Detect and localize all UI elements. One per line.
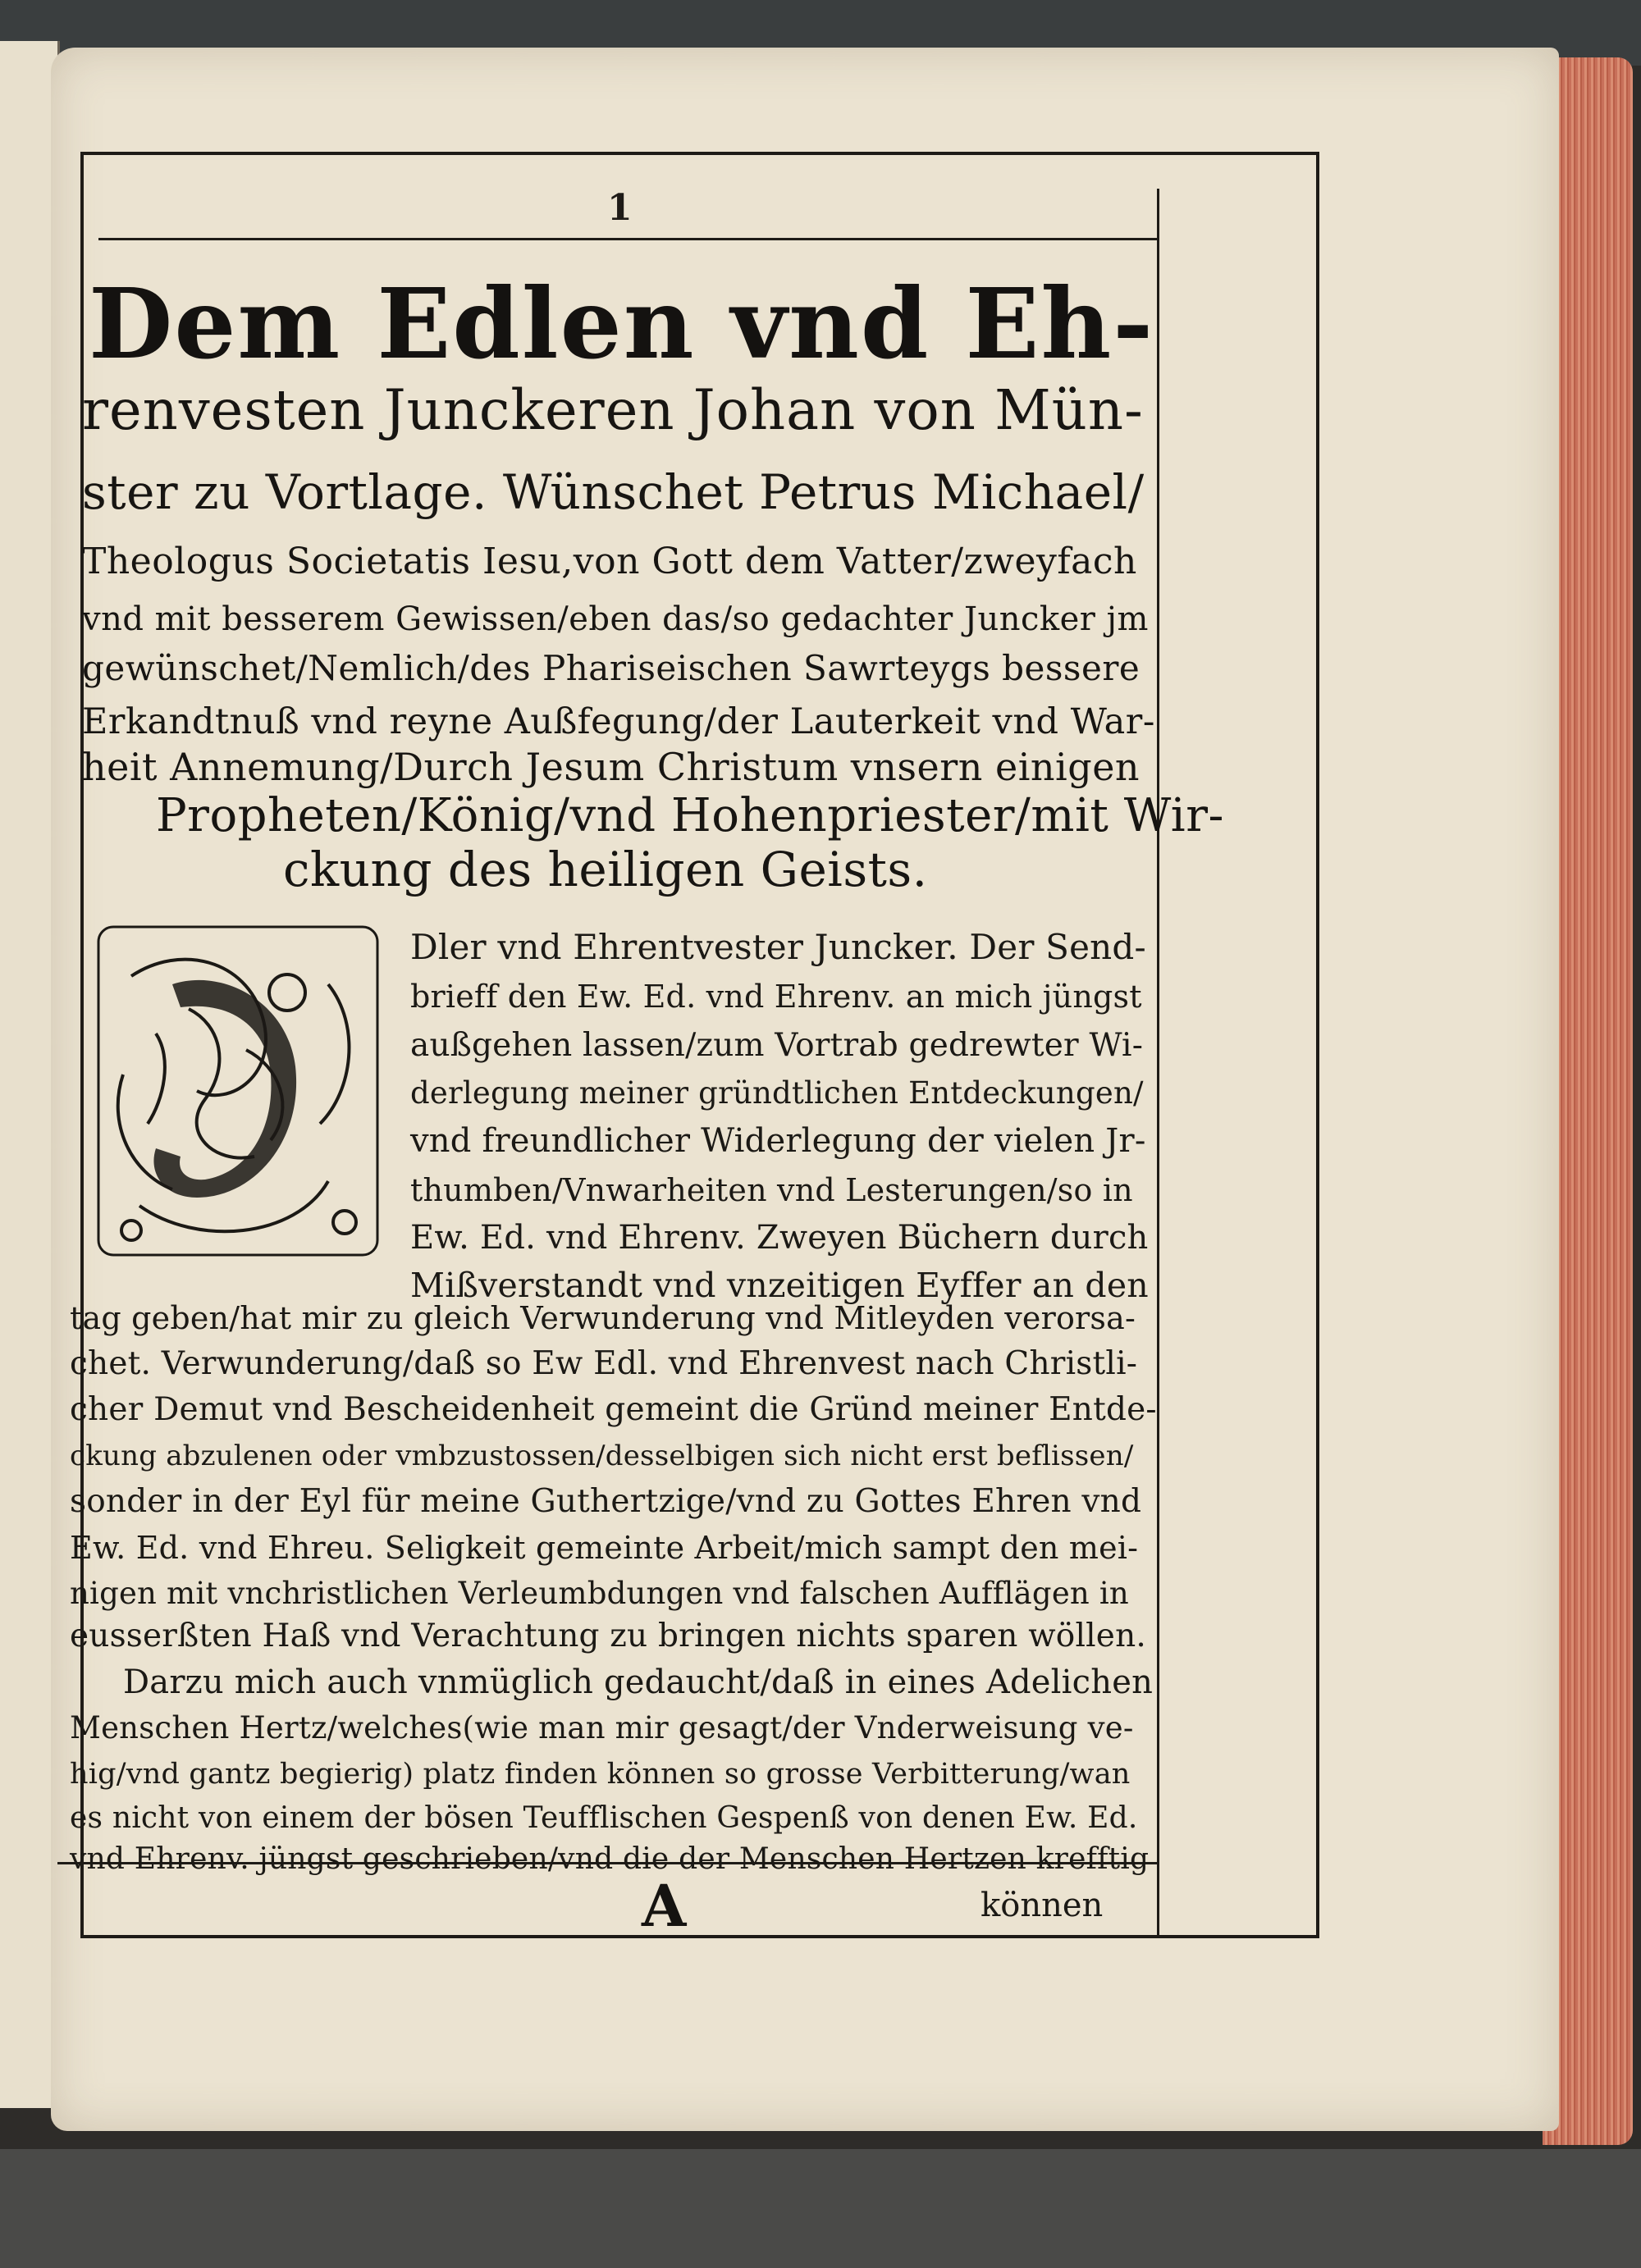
body-line: derlegung meiner gründtlichen Entdeckungen/ — [410, 1075, 1144, 1111]
body-line: hig/vnd gantz begierig) platz finden können so grosse Verbitterung/wan — [70, 1758, 1131, 1791]
body-line: ckung abzulenen oder vmbzustossen/desselbigen sich nicht erst beflissen/ — [70, 1440, 1134, 1472]
body-line: vnd Ehrenv. jüngst geschrieben/vnd die der Menschen Hertzen krefftig — [70, 1842, 1150, 1876]
title-line-9: Propheten/König/vnd Hohenpriester/mit Wir- — [156, 789, 1224, 842]
body-line: sonder in der Eyl für meine Guthertzige/vnd zu Gottes Ehren vnd — [70, 1483, 1142, 1520]
body-line: Menschen Hertz/welches(wie man mir gesagt/der Vnderweisung ve- — [70, 1710, 1134, 1745]
body-line: es nicht von einem der bösen Teufflischen Gespenß von denen Ew. Ed. — [70, 1801, 1138, 1835]
decorated-initial — [82, 910, 394, 1271]
signature-mark: A — [642, 1872, 687, 1940]
frame-top-rule — [98, 238, 1157, 240]
body-line: eusserßten Haß vnd Verachtung zu bringen nichts sparen wöllen. — [70, 1618, 1147, 1654]
title-line-1: Dem Edlen vnd Eh- — [89, 267, 1155, 381]
catchword: können — [980, 1887, 1104, 1924]
title-line-3: ster zu Vortlage. Wünschet Petrus Michael/ — [82, 464, 1145, 520]
body-line: Darzu mich auch vnmüglich gedaucht/daß in eines Adelichen — [123, 1663, 1154, 1701]
decorated-initial-icon — [82, 910, 394, 1271]
title-line-6: gewünschet/Nemlich/des Phariseischen Sawrteygs bessere — [82, 648, 1140, 688]
body-line: Dler vnd Ehrentvester Juncker. Der Send- — [410, 927, 1146, 967]
body-line: brieff den Ew. Ed. vnd Ehrenv. an mich jüngst — [410, 979, 1142, 1015]
body-line: tag geben/hat mir zu gleich Verwunderung vnd Mitleyden verorsa- — [70, 1300, 1136, 1336]
title-line-10: ckung des heiligen Geists. — [283, 842, 928, 897]
body-line: Ew. Ed. vnd Ehreu. Seligkeit gemeinte Arbeit/mich sampt den mei- — [70, 1530, 1139, 1566]
body-line: thumben/Vnwarheiten vnd Lesterungen/so in — [410, 1172, 1133, 1208]
title-line-4: Theologus Societatis Iesu,von Gott dem Vatter/zweyfach — [82, 541, 1137, 582]
title-line-2: renvesten Junckeren Johan von Mün- — [82, 378, 1144, 442]
body-line: Mißverstandt vnd vnzeitigen Eyffer an den — [410, 1266, 1149, 1305]
body-line: nigen mit vnchristlichen Verleumbdungen vnd falschen Aufflägen in — [70, 1576, 1129, 1611]
title-line-5: vnd mit besserem Gewissen/eben das/so gedachter Juncker jm — [82, 600, 1149, 638]
body-line: vnd freundlicher Widerlegung der vielen Jr- — [410, 1122, 1146, 1160]
body-line: außgehen lassen/zum Vortrab gedrewter Wi- — [410, 1027, 1144, 1064]
body-line: Ew. Ed. vnd Ehrenv. Zweyen Büchern durch — [410, 1219, 1149, 1257]
title-line-8: heit Annemung/Durch Jesum Christum vnsern einigen — [82, 745, 1140, 789]
body-line: chet. Verwunderung/daß so Ew Edl. vnd Ehrenvest nach Christli- — [70, 1345, 1138, 1382]
initial-letter: E — [205, 1111, 230, 1148]
body-line: cher Demut vnd Bescheidenheit gemeint die Gründ meiner Entde- — [70, 1391, 1157, 1428]
background-bottom — [0, 2149, 1641, 2268]
page-number: 1 — [607, 187, 633, 229]
title-line-7: Erkandtnuß vnd reyne Außfegung/der Lauterkeit vnd War- — [82, 701, 1155, 742]
